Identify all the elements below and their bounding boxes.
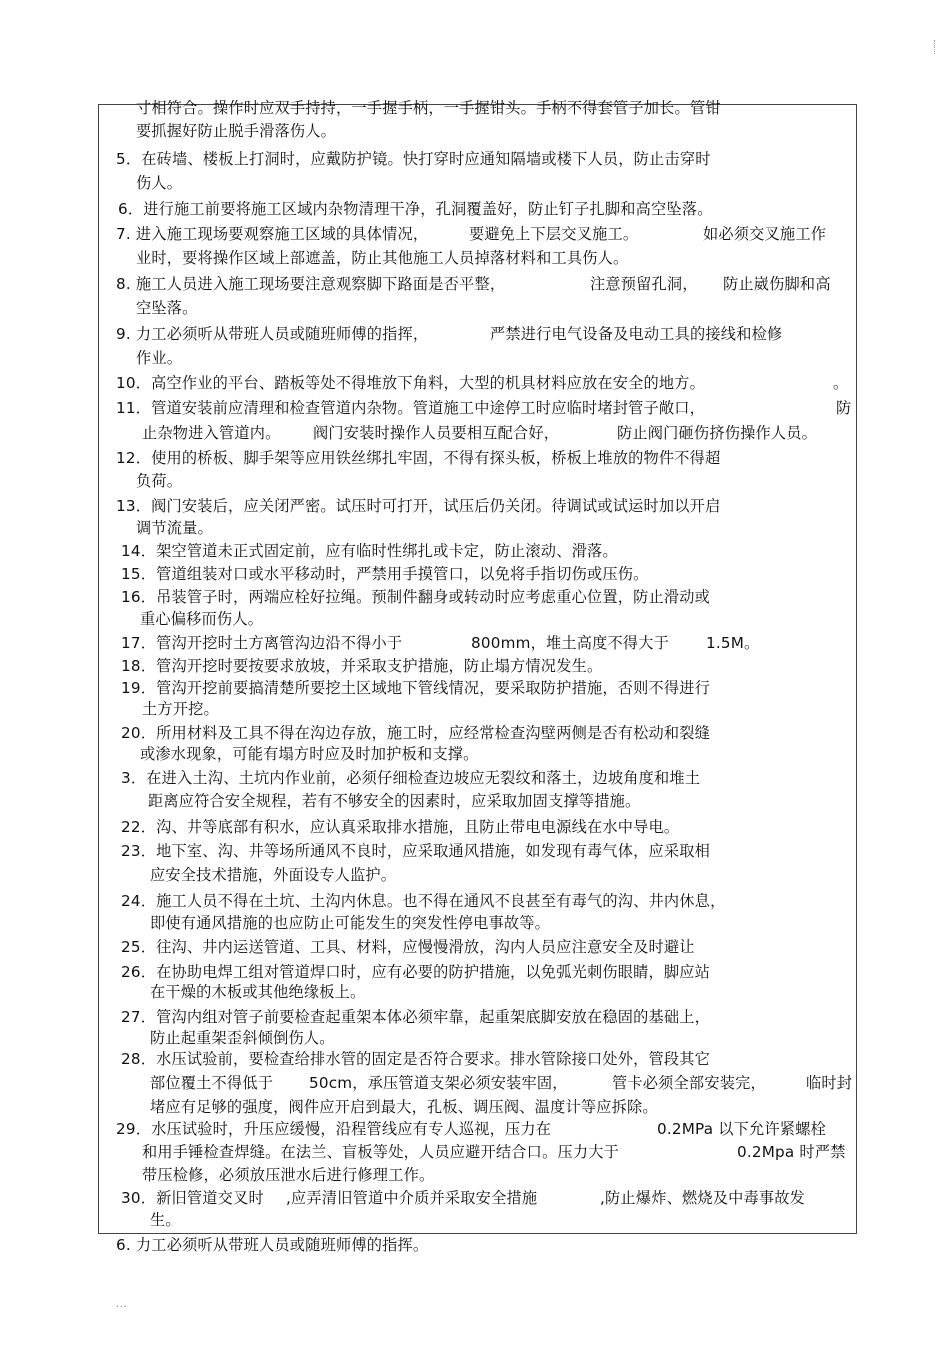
- text-line: 和用手锤检查焊缝。在法兰、盲板等处，人员应避开结合口。压力大于: [142, 1143, 620, 1161]
- text-line: ,防止爆炸、燃烧及中毒事故发: [600, 1189, 806, 1207]
- text-line: 。: [833, 374, 849, 392]
- text-line: 在干燥的木板或其他绝缘板上。: [150, 983, 366, 1001]
- text-line: 18．管沟开挖时要按要求放坡，并采取支护措施，防止塌方情况发生。: [121, 657, 603, 675]
- text-line: 28．水压试验前，要检查给排水管的固定是否符合要求。排水管除接口处外，管段其它: [121, 1050, 711, 1068]
- text-line: 临时封: [806, 1074, 853, 1092]
- text-line: 16．吊装管子时，两端应栓好拉绳。预制件翻身或转动时应考虑重心位置，防止滑动或: [121, 588, 711, 606]
- text-line: 部位覆土不得低于: [150, 1074, 274, 1092]
- text-line: 业时，要将操作区域上部遮盖，防止其他施工人员掉落材料和工具伤人。: [136, 249, 629, 267]
- text-line: 8. 施工人员进入施工现场要注意观察脚下路面是否平整，: [116, 275, 506, 293]
- text-line: 即使有通风措施的也应防止可能发生的突发性停电事故等。: [150, 914, 551, 932]
- text-line: 30．新旧管道交叉时: [121, 1189, 264, 1207]
- text-line: 生。: [150, 1211, 181, 1229]
- text-line: 堵应有足够的强度，阀件应开启到最大，孔板、调压阀、温度计等应拆除。: [150, 1098, 658, 1116]
- text-line: 防止崴伤脚和高: [723, 275, 831, 293]
- text-line: 26．在协助电焊工组对管道焊口时，应有必要的防护措施，以免弧光刺伤眼睛，脚应站: [121, 963, 711, 981]
- text-line: 17．管沟开挖时土方离管沟边沿不得小于: [121, 634, 403, 652]
- text-line: 管卡必须全部安装完，: [612, 1074, 766, 1092]
- text-line: 15．管道组装对口或水平移动时，严禁用手摸管口，以免将手指切伤或压伤。: [121, 565, 649, 583]
- text-line: 19．管沟开挖前要搞清楚所要挖土区域地下管线情况，要采取防护措施，否则不得进行: [121, 679, 711, 697]
- text-line: 0.2Mpa 时严禁: [737, 1143, 846, 1161]
- text-line: 24．施工人员不得在土坑、土沟内休息。也不得在通风不良甚至有毒气的沟、井内休息，: [121, 892, 726, 910]
- text-line: 严禁进行电气设备及电动工具的接线和检修: [490, 325, 783, 343]
- text-line: 要避免上下层交叉施工。: [469, 225, 639, 243]
- text-line: 应安全技术措施，外面设专人监护。: [150, 866, 397, 884]
- footer-mark: ...: [116, 1300, 128, 1310]
- text-line: 23．地下室、沟、井等场所通风不良时，应采取通风措施，如发现有毒气体，应采取相: [121, 842, 711, 860]
- text-line: 空坠落。: [136, 299, 198, 317]
- text-line: 防: [836, 399, 852, 417]
- text-line: 0.2MPa 以下允许紧螺栓: [657, 1120, 826, 1138]
- text-line: 25．往沟、井内运送管道、工具、材料，应慢慢滑放，沟内人员应注意安全及时避让: [121, 938, 695, 956]
- text-line: 伤人。: [136, 174, 183, 192]
- text-line: 9. 力工必须听从带班人员或随班师傅的指挥，: [116, 325, 429, 343]
- corner-mark: [934, 40, 937, 54]
- text-line: 6．进行施工前要将施工区域内杂物清理干净，孔洞覆盖好，防止钉子扎脚和高空坠落。: [118, 200, 713, 218]
- text-line: 带压检修，必须放压泄水后进行修理工作。: [142, 1166, 435, 1184]
- text-line: 800mm，堆土高度不得大于: [471, 634, 670, 652]
- text-line: 距离应符合安全规程，若有不够安全的因素时，应采取加固支撑等措施。: [148, 792, 641, 810]
- text-line: 寸相符合。操作时应双手持持，一手握手柄，一手握钳头。手柄不得套管子加长。管钳: [136, 99, 721, 117]
- text-line: 要抓握好防止脱手滑落伤人。: [136, 122, 337, 140]
- text-line: 12．使用的桥板、脚手架等应用铁丝绑扎牢固，不得有探头板，桥板上堆放的物件不得超: [116, 449, 721, 467]
- text-line: 如必须交叉施工作: [703, 225, 827, 243]
- text-line: 6. 力工必须听从带班人员或随班师傅的指挥。: [116, 1236, 429, 1254]
- text-line: 14．架空管道未正式固定前，应有临时性绑扎或卡定，防止滚动、滑落。: [121, 542, 618, 560]
- text-line: 防止起重架歪斜倾倒伤人。: [150, 1029, 335, 1047]
- text-line: 注意预留孔洞，: [590, 275, 698, 293]
- text-line: 10．高空作业的平台、踏板等处不得堆放下角料，大型的机具材料应放在安全的地方。: [116, 374, 706, 392]
- text-line: 5．在砖墙、楼板上打洞时，应戴防护镜。快打穿时应通知隔墙或楼下人员，防止击穿时: [116, 150, 711, 168]
- text-line: 3．在进入土沟、土坑内作业前，必须仔细检查边坡应无裂纹和落土，边坡角度和堆土: [121, 769, 701, 787]
- text-line: 22．沟、井等底部有积水，应认真采取排水措施，且防止带电电源线在水中导电。: [121, 818, 680, 836]
- text-line: 7. 进入施工现场要观察施工区域的具体情况，: [116, 225, 429, 243]
- text-line: 止杂物进入管道内。: [142, 424, 281, 442]
- text-line: 作业。: [136, 349, 183, 367]
- text-line: 11．管道安装前应清理和检查管道内杂物。管道施工中途停工时应临时堵封管子敞口，: [116, 399, 706, 417]
- text-line: 或渗水现象，可能有塌方时应及时加护板和支撑。: [140, 745, 479, 763]
- text-line: 调节流量。: [136, 519, 213, 537]
- text-line: 29．水压试验时，升压应缓慢，沿程管线应有专人巡视，压力在: [116, 1120, 552, 1138]
- text-line: 防止阀门砸伤挤伤操作人员。: [617, 424, 818, 442]
- text-line: 20．所用材料及工具不得在沟边存放，施工时，应经常检查沟壁两侧是否有松动和裂缝: [121, 724, 711, 742]
- text-line: 13．阀门安装后，应关闭严密。试压时可打开，试压后仍关闭。待调试或试运时加以开启: [116, 497, 721, 515]
- text-line: 负荷。: [136, 472, 183, 490]
- text-line: 土方开挖。: [142, 700, 219, 718]
- text-line: 27．管沟内组对管子前要检查起重架本体必须牢靠，起重架底脚安放在稳固的基础上，: [121, 1008, 711, 1026]
- text-line: 1.5M。: [706, 634, 760, 652]
- text-line: 重心偏移而伤人。: [140, 610, 264, 628]
- text-line: 阀门安装时操作人员要相互配合好，: [313, 424, 560, 442]
- text-line: ,应弄清旧管道中介质并采取安全措施: [286, 1189, 538, 1207]
- text-line: 50cm，承压管道支架必须安装牢固，: [309, 1074, 568, 1092]
